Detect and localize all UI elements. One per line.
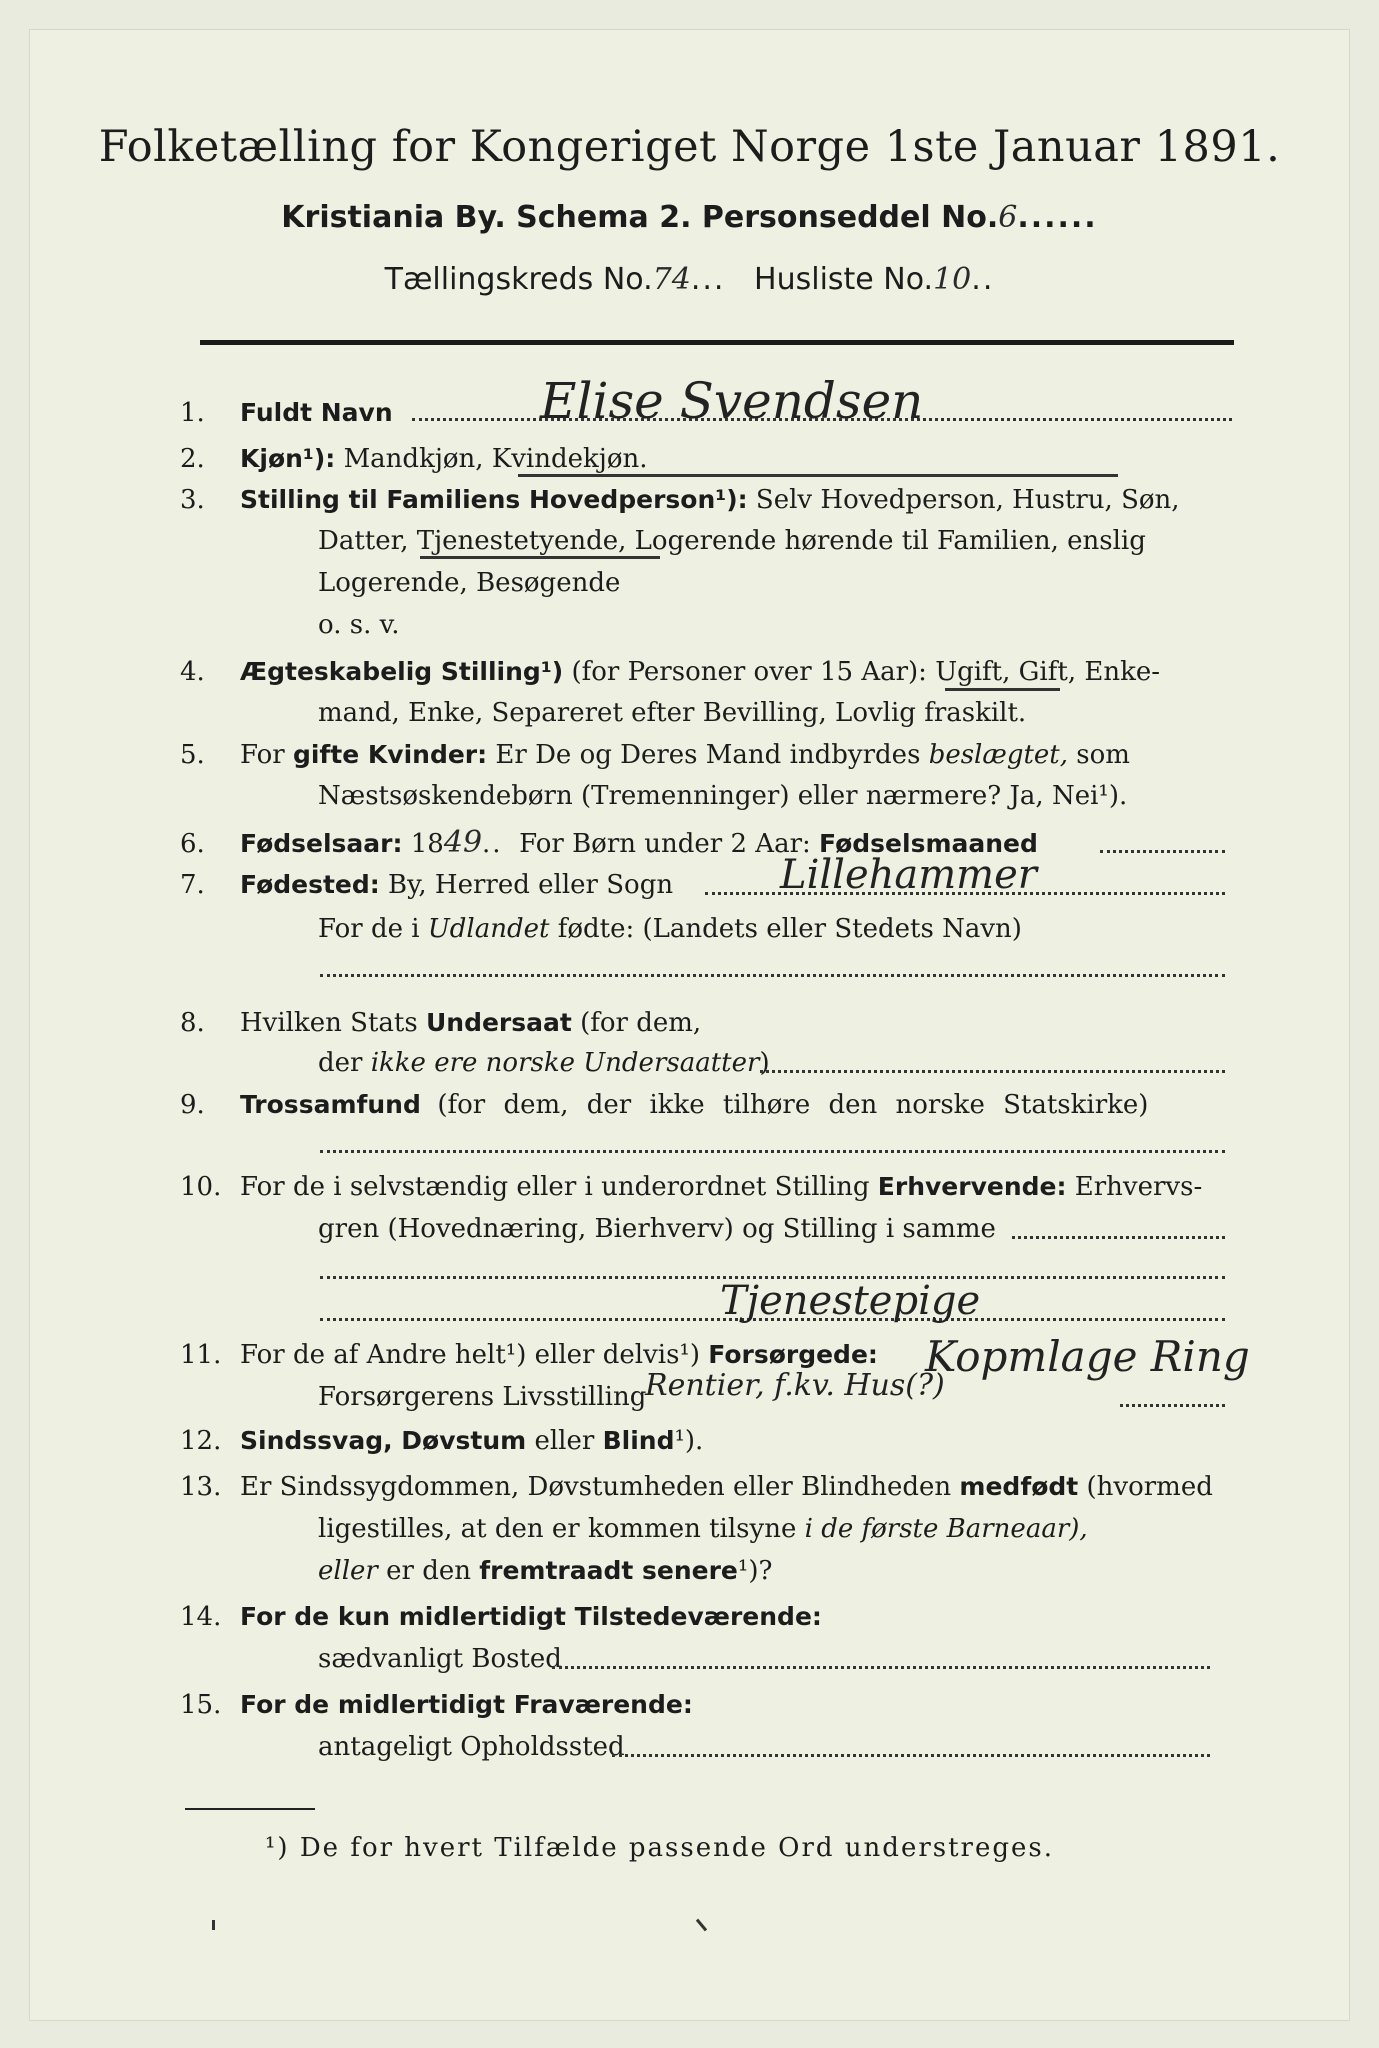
q9-blank-leader <box>320 1150 1225 1153</box>
footnote-divider <box>185 1808 315 1810</box>
q15-line2: antageligt Opholdssted <box>318 1732 625 1762</box>
schema-prefix: Kristiania By. Schema 2. Personseddel No. <box>281 200 999 235</box>
q15-row: 15. For de midlertidigt Fraværende: <box>180 1690 693 1720</box>
q10-line2: gren (Hovednæring, Bierhverv) og Stilling i samme <box>318 1214 996 1244</box>
q7-answer-handwritten: Lillehammer <box>780 852 1037 898</box>
q1-label: Fuldt Navn <box>240 398 393 427</box>
q15-leader <box>612 1754 1210 1757</box>
q6-leader <box>1100 850 1225 853</box>
q11-row: 11. For de af Andre helt¹) eller delvis¹) Forsørgede: <box>180 1340 878 1370</box>
q7-blank-leader <box>320 974 1225 977</box>
q10-answer-handwritten: Tjenestepige <box>720 1278 981 1324</box>
header-divider <box>200 340 1234 345</box>
kreds-label: Tællingskreds No. <box>384 262 653 297</box>
q13-row: 13. Er Sindssygdommen, Døvstumheden eller Blindheden medfødt (hvormed <box>180 1472 1213 1502</box>
q11-leader <box>1120 1404 1225 1407</box>
q2-row: 2. Kjøn¹): Mandkjøn, Kvindekjøn. <box>180 444 648 474</box>
q7-row: 7. Fødested: By, Herred eller Sogn <box>180 870 674 900</box>
q3-line4: o. s. v. <box>318 610 400 640</box>
q14-line2: sædvanligt Bosted <box>318 1644 562 1674</box>
kreds-line: Tællingskreds No.74... Husliste No.10.. <box>384 262 995 297</box>
footnote: ¹) De for hvert Tilfælde passende Ord understreges. <box>265 1833 1055 1863</box>
q4-underline-stroke <box>945 688 1060 691</box>
q11-line2: Forsørgerens Livsstilling <box>318 1382 647 1412</box>
q6-row: 6. Fødselsaar: 1849.. For Børn under 2 Aar: Fødselsmaaned <box>180 825 1038 860</box>
q2-underline-stroke <box>518 474 1118 477</box>
stray-mark <box>212 1920 215 1930</box>
kreds-number: 74 <box>652 262 691 297</box>
q3-underline-stroke <box>420 556 660 559</box>
q12-row: 12. Sindssvag, Døvstum eller Blind¹). <box>180 1426 704 1456</box>
personseddel-number: 6 <box>998 200 1018 235</box>
q3-line2: Datter, Tjenestetyende, Logerende hørende til Familien, enslig <box>318 526 1146 556</box>
q11-answer2-handwritten: Rentier, f.kv. Hus(?) <box>645 1368 945 1403</box>
q14-leader <box>552 1666 1210 1669</box>
q1-answer-handwritten: Elise Svendsen <box>540 372 924 430</box>
q4-row: 4. Ægteskabelig Stilling¹) (for Personer over 15 Aar): Ugift, Gift, Enke- <box>180 657 1160 687</box>
form-title: Folketælling for Kongeriget Norge 1ste Januar 1891. <box>98 122 1281 172</box>
q8-row: 8. Hvilken Stats Undersaat (for dem, <box>180 1008 702 1038</box>
schema-line <box>0 200 1379 235</box>
q14-row: 14. For de kun midlertidigt Tilstedeværende: <box>180 1602 822 1632</box>
schema-leader: ...... <box>1017 200 1098 235</box>
q8-line2: der ikke ere norske Undersaatter) <box>318 1048 770 1078</box>
q3-line3: Logerende, Besøgende <box>318 568 621 598</box>
q7-line2: For de i Udlandet fødte: (Landets eller Stedets Navn) <box>318 914 1022 944</box>
q10-leader <box>1012 1236 1225 1239</box>
q8-leader <box>760 1070 1225 1073</box>
q4-line2: mand, Enke, Separeret efter Bevilling, Lovlig fraskilt. <box>318 698 1027 728</box>
q11-answer1-handwritten: Kopmlage Ring <box>925 1332 1250 1381</box>
husliste-label: Husliste No. <box>754 262 934 297</box>
q1-row: 1. Fuldt Navn <box>180 398 393 428</box>
q5-row: 5. For gifte Kvinder: Er De og Deres Mand indbyrdes beslægtet, som <box>180 740 1130 770</box>
q5-line2: Næstsøskendebørn (Tremenninger) eller nærmere? Ja, Nei¹). <box>318 781 1128 811</box>
q3-row: 3. Stilling til Familiens Hovedperson¹): Selv Hovedperson, Hustru, Søn, <box>180 485 1180 515</box>
q13-line3: eller er den fremtraadt senere¹)? <box>318 1556 773 1586</box>
q6-year-handwritten: 49 <box>443 825 483 860</box>
q13-line2: ligestilles, at den er kommen tilsyne i de første Barneaar), <box>318 1514 1088 1544</box>
husliste-number: 10 <box>933 262 972 297</box>
q10-row: 10. For de i selvstændig eller i underordnet Stilling Erhvervende: Erhvervs- <box>180 1172 1203 1202</box>
q9-row: 9. Trossamfund (for dem, der ikke tilhøre den norske Statskirke) <box>180 1090 1149 1120</box>
